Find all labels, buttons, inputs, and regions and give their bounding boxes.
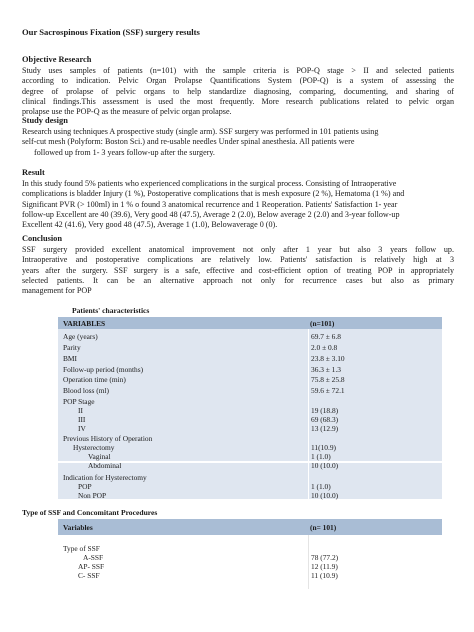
row-label: Abdominal — [88, 461, 122, 470]
text-line: self-cut mesh (Polyform: Boston Sci.) and re-usable needles Under spinal anesthesia. All patients were — [22, 137, 355, 147]
row-label: Follow-up period (months) — [63, 365, 144, 374]
row-value: 59.6 ± 72.1 — [311, 386, 345, 395]
row-value: 19 (18.8) — [311, 406, 339, 415]
row-label: II — [78, 406, 83, 415]
text-line: years after the surgery. SSF surgery is a safe, effective and cost-efficient option of treating POP in appropriately — [22, 265, 454, 275]
text-line: according to indication. Pelvic Organ Prolapse Quantifications System (POP-Q) is a system of assessing the — [22, 76, 454, 86]
conclusion-heading: Conclusion — [22, 234, 63, 243]
text-line: SSF surgery provided excellent anatomical improvement not only after 1 year but also 3 years follow up. — [22, 245, 454, 254]
row-value: 36.3 ± 1.3 — [311, 365, 341, 374]
text-line: Significant PVR (> 100ml) in 1 % o found 3 anatomical recurrence and 1 Reoperation. Patients' Satisfaction 1- year — [22, 199, 398, 209]
header-variables: Variables — [63, 523, 93, 532]
table1-title: Patients' characteristics — [72, 306, 150, 315]
text-line: complications is bladder Injury (1 %), Postoperative complications that is mesh exposure (2 %), Hematoma (1 %) and — [22, 189, 405, 199]
row-label: Parity — [63, 343, 81, 352]
column-divider — [308, 317, 309, 499]
row-label: AP- SSF — [78, 562, 105, 571]
row-label: Blood loss (ml) — [63, 386, 109, 395]
row-label: III — [78, 415, 86, 424]
row-label: Operation time (min) — [63, 375, 126, 384]
text-line: In this study found 5% patients who experienced complications in the surgical process. Consisting of Intraoperative — [22, 179, 397, 188]
design-paragraph — [22, 127, 454, 158]
row-value: 75.8 ± 25.8 — [311, 375, 345, 384]
header-n: (n= 101) — [310, 523, 337, 532]
row-value: 78 (77.2) — [311, 553, 339, 562]
result-heading: Result — [22, 168, 45, 177]
text-line: selected patients. It can be an alternative approach not only for recurrence cases but also as primary — [22, 275, 454, 285]
row-value: 10 (10.0) — [311, 461, 339, 470]
text-line: follow-up Excellent are 40 (39.6), Very good 48 (47.5), Average 2 (2.0), Below average 2 (2.0) and 3-year follow-up — [22, 209, 400, 219]
table-header — [58, 317, 442, 329]
conclusion-paragraph — [22, 245, 454, 296]
text-line: Study uses samples of patients (n=101) with the sample criteria is POP-Q stage > II and selected patients — [22, 66, 454, 75]
text-line: Research using techniques A prospective study (single arm). SSF surgery was performed in 101 patients using — [22, 127, 379, 136]
row-value: 69 (68.3) — [311, 415, 339, 424]
text-line: Intraoperative and postoperative complications are relatively low. Patients' satisfaction is relatively high at 3 — [22, 255, 454, 265]
row-value: 11 (10.9) — [311, 571, 338, 580]
row-value: 2.0 ± 0.8 — [311, 343, 338, 352]
row-label: Hysterectomy — [73, 443, 115, 452]
row-label: Age (years) — [63, 332, 98, 341]
text-line: Excellent 42 (41.6), Very good 48 (47.5), Average 1 (1.0), Belowaverage 0 (0). — [22, 220, 278, 230]
table2-title: Type of SSF and Concomitant Procedures — [22, 508, 158, 517]
header-n: (n=101) — [310, 319, 335, 328]
row-value: 23.8 ± 3.10 — [311, 354, 345, 363]
document-title: Our Sacrospinous Fixation (SSF) surgery results — [22, 27, 200, 37]
patients-characteristics-table — [58, 317, 442, 499]
row-label: IV — [78, 424, 86, 433]
row-label: Non POP — [78, 491, 107, 500]
text-line: clinical findings.This assessment is used the most frequently. More research publications related to pelvic organ — [22, 96, 454, 106]
text-line: followed up from 1- 3 years follow-up after the surgery. — [34, 147, 215, 157]
row-value: 1 (1.0) — [311, 452, 331, 461]
objective-heading: Objective Research — [22, 55, 92, 64]
row-label: BMI — [63, 354, 77, 363]
row-label: Previous History of Operation — [63, 434, 153, 443]
objective-paragraph — [22, 66, 454, 117]
row-label: POP Stage — [63, 397, 95, 406]
row-label: Vaginal — [88, 452, 111, 461]
text-line: management for POP — [22, 286, 92, 296]
ssf-type-table — [58, 519, 442, 589]
row-label: C- SSF — [78, 571, 100, 580]
header-variables: VARIABLES — [63, 319, 106, 328]
table-header — [58, 519, 442, 535]
row-value: 12 (11.9) — [311, 562, 338, 571]
row-value: 10 (10.0) — [311, 491, 339, 500]
row-label: POP — [78, 482, 92, 491]
row-label: Type of SSF — [63, 544, 100, 553]
text-line: prolapse use the POP-Q as the measure of pelvic organ prolapse. — [22, 107, 232, 117]
row-value: 1 (1.0) — [311, 482, 331, 491]
text-line: degree of prolapse of pelvic organs to help standardize diagnosing, comparing, documenting, and sharing of — [22, 86, 454, 96]
row-label: A-SSF — [83, 553, 104, 562]
result-paragraph — [22, 179, 454, 230]
row-label: Indication for Hysterectomy — [63, 473, 147, 482]
design-heading: Study design — [22, 116, 68, 125]
row-value: 11(10.9) — [311, 443, 336, 452]
row-value: 13 (12.9) — [311, 424, 339, 433]
row-value: 69.7 ± 6.8 — [311, 332, 341, 341]
table-body — [58, 535, 442, 589]
